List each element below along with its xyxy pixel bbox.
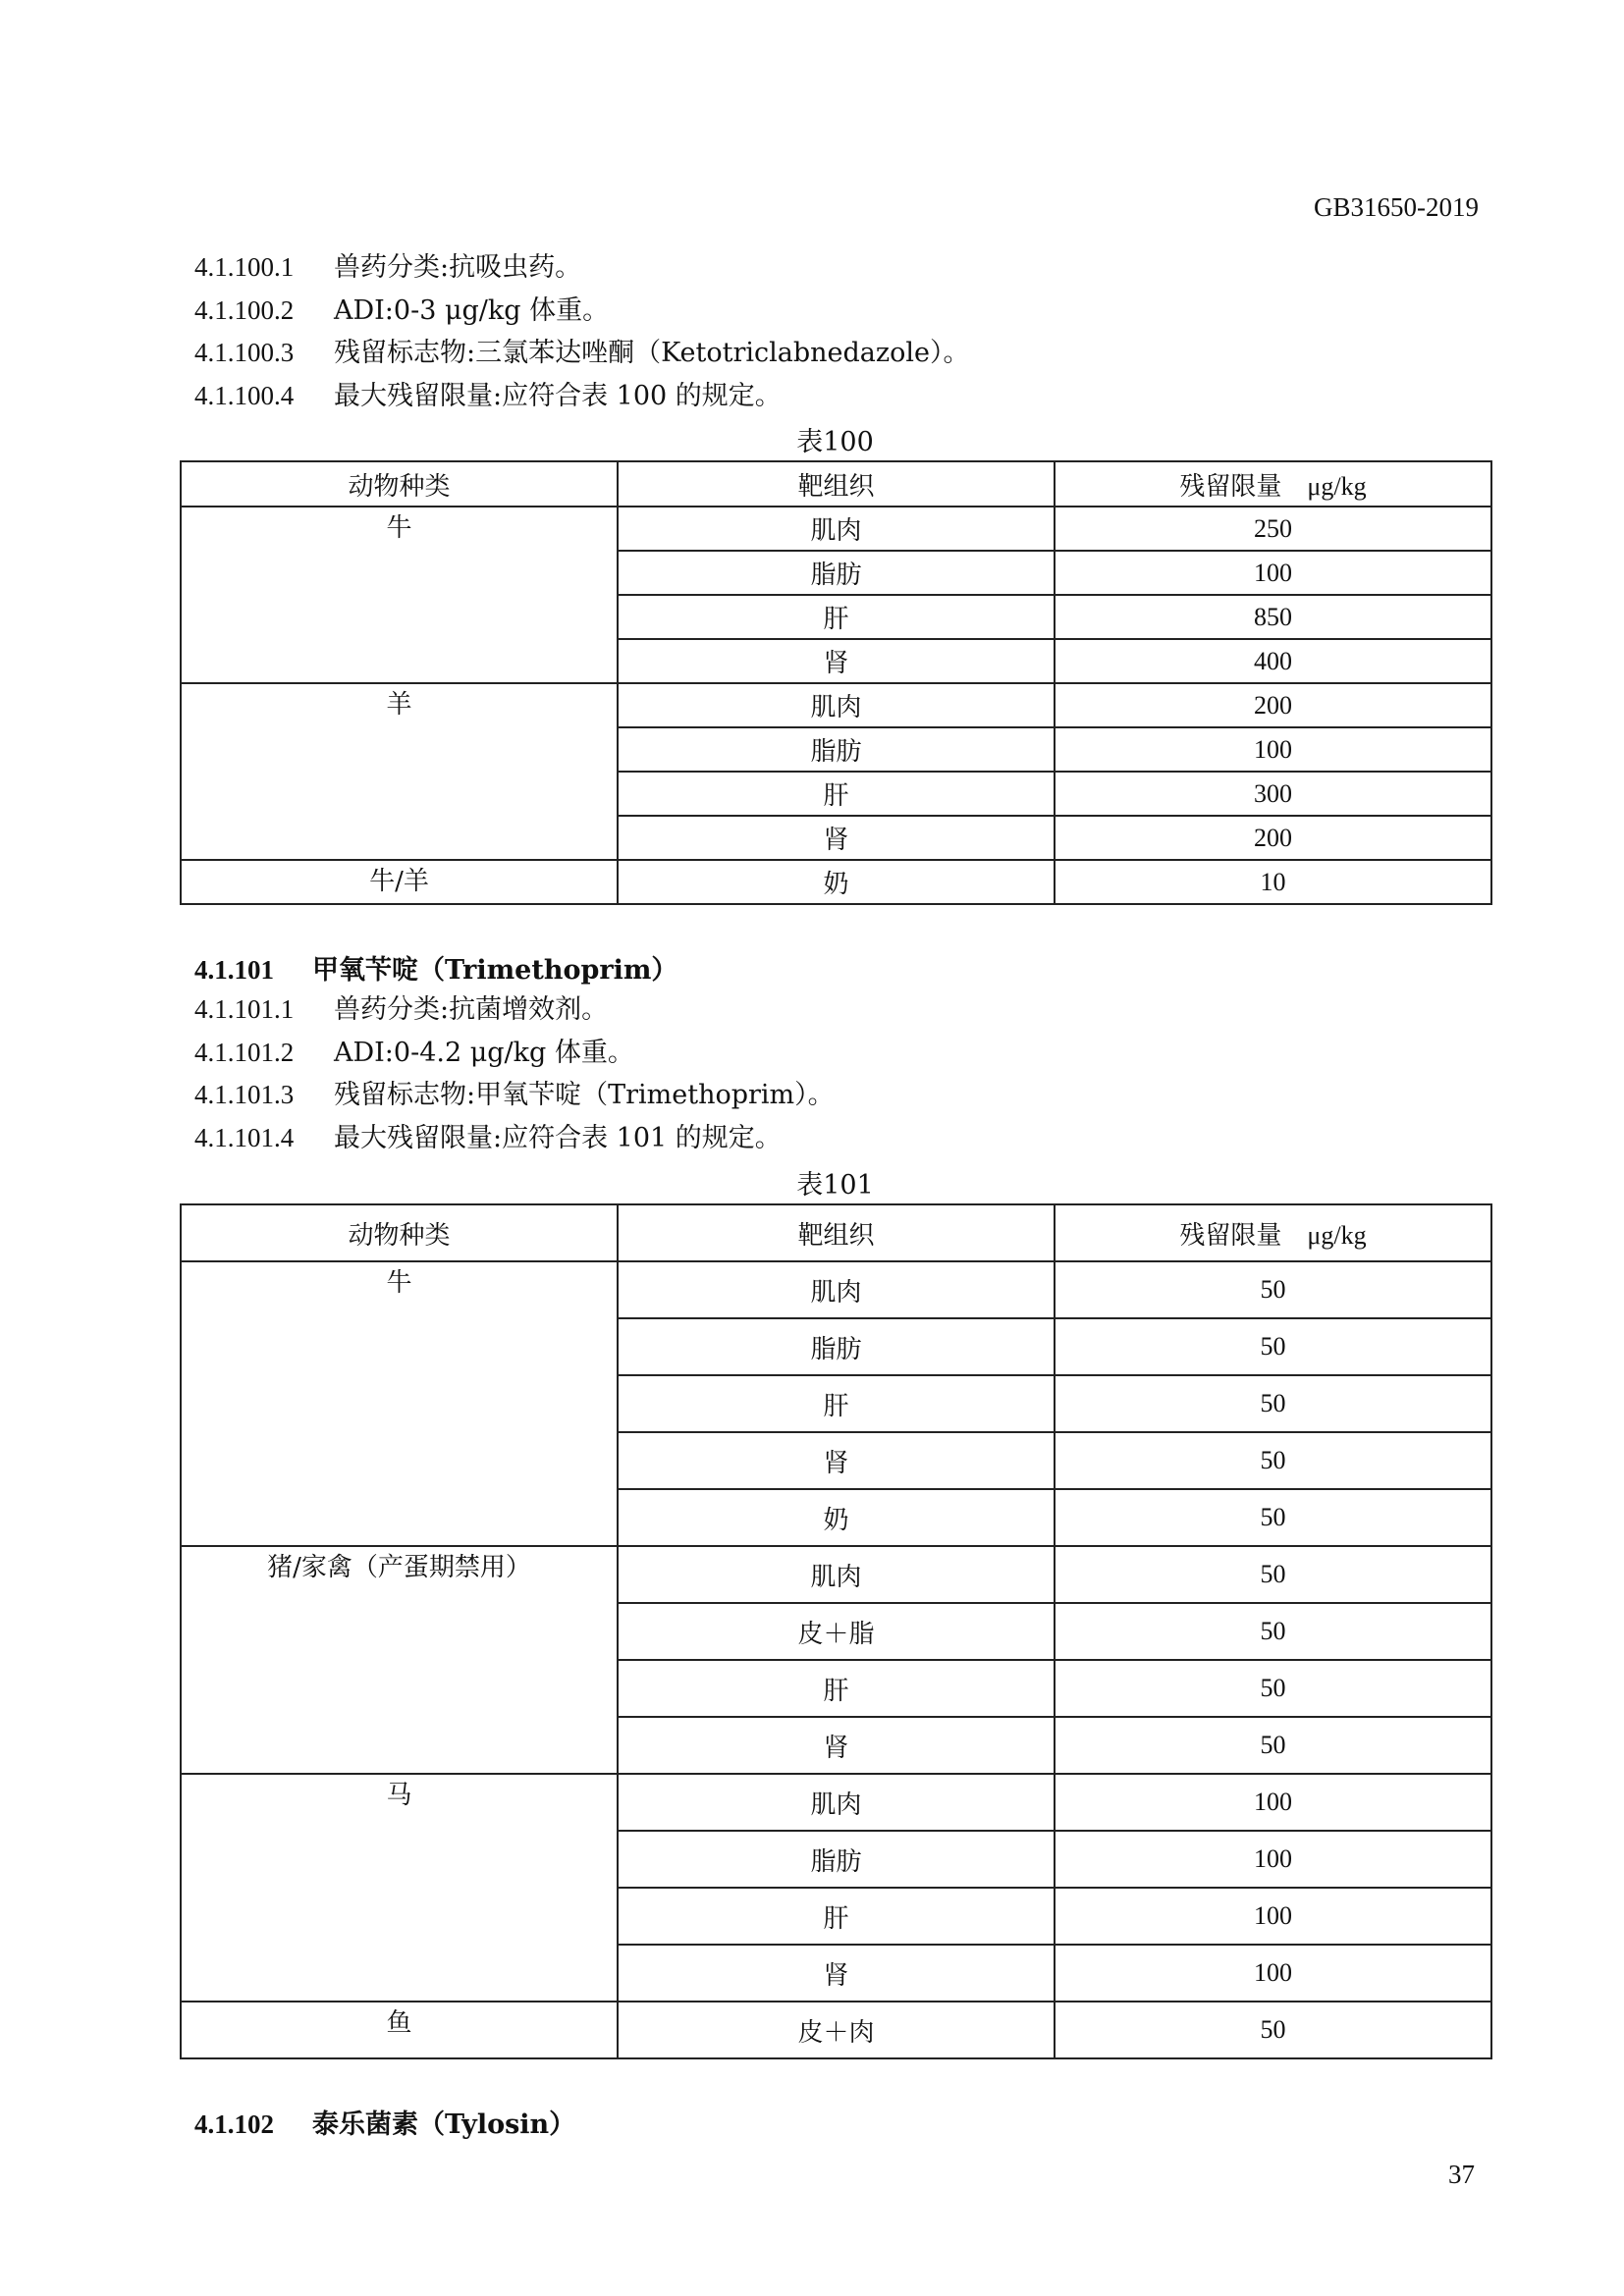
section-102-heading xyxy=(194,2103,575,2141)
limit-cell: 200 xyxy=(1055,816,1491,860)
limit-cell: 100 xyxy=(1055,727,1491,772)
tissue-cell: 肾 xyxy=(618,816,1055,860)
limit-cell: 100 xyxy=(1055,1774,1491,1831)
section-number: 4.1.102 xyxy=(194,2109,274,2139)
animal-cell: 猪/家禽（产蛋期禁用） xyxy=(181,1546,618,1774)
tissue-cell: 脂肪 xyxy=(618,1831,1055,1888)
clause-text: 最大残留限量:应符合表 101 的规定。 xyxy=(334,1122,782,1153)
clause-line xyxy=(194,1117,835,1160)
header-unit: μg/kg xyxy=(1307,1220,1367,1250)
clause-text: 最大残留限量:应符合表 100 的规定。 xyxy=(334,380,782,411)
clause-number: 4.1.101.3 xyxy=(194,1080,295,1109)
tissue-cell: 肌肉 xyxy=(618,683,1055,727)
tissue-cell: 肌肉 xyxy=(618,1774,1055,1831)
clause-number: 4.1.100.1 xyxy=(194,252,295,282)
tissue-cell: 奶 xyxy=(618,860,1055,904)
tissue-cell: 肾 xyxy=(618,639,1055,683)
limit-cell: 250 xyxy=(1055,507,1491,551)
tissue-cell: 脂肪 xyxy=(618,551,1055,595)
tissue-cell: 肾 xyxy=(618,1945,1055,2002)
clause-number: 4.1.101.4 xyxy=(194,1122,295,1152)
animal-cell: 马 xyxy=(181,1774,618,2002)
clause-text: 残留标志物:三氯苯达唑酮（Ketotriclabnedazole）。 xyxy=(334,338,970,368)
tissue-cell: 肌肉 xyxy=(618,1546,1055,1603)
header-limit xyxy=(1055,1204,1491,1261)
clause-text: 兽药分类:抗菌增效剂。 xyxy=(334,994,609,1025)
clause-text: 残留标志物:甲氧苄啶（Trimethoprim）。 xyxy=(334,1080,835,1110)
limit-cell: 850 xyxy=(1055,595,1491,639)
limit-cell: 50 xyxy=(1055,1489,1491,1546)
clause-number: 4.1.100.4 xyxy=(194,380,295,410)
limit-cell: 50 xyxy=(1055,2002,1491,2058)
limit-cell: 50 xyxy=(1055,1432,1491,1489)
tissue-cell: 肝 xyxy=(618,1375,1055,1432)
limit-cell: 50 xyxy=(1055,1261,1491,1318)
animal-cell: 鱼 xyxy=(181,2002,618,2058)
table-header-row xyxy=(181,461,1491,507)
table-row xyxy=(181,683,1491,727)
clause-text: ADI:0-3 μg/kg 体重。 xyxy=(334,294,610,326)
clause-text: 兽药分类:抗吸虫药。 xyxy=(334,252,582,283)
clause-line xyxy=(194,332,970,375)
table-101-caption: 表101 xyxy=(796,1170,874,1201)
limit-cell: 200 xyxy=(1055,683,1491,727)
tissue-cell: 肝 xyxy=(618,1660,1055,1717)
limit-cell: 50 xyxy=(1055,1375,1491,1432)
animal-cell: 牛 xyxy=(181,1261,618,1546)
tissue-cell: 皮＋脂 xyxy=(618,1603,1055,1660)
header-animal: 动物种类 xyxy=(181,1204,618,1261)
tissue-cell: 肾 xyxy=(618,1717,1055,1774)
header-unit: μg/kg xyxy=(1307,471,1367,501)
limit-cell: 400 xyxy=(1055,639,1491,683)
tissue-cell: 肝 xyxy=(618,595,1055,639)
clause-number: 4.1.101.2 xyxy=(194,1037,295,1067)
table-header-row xyxy=(181,1204,1491,1261)
limit-cell: 50 xyxy=(1055,1660,1491,1717)
table-row xyxy=(181,2002,1491,2058)
header-tissue: 靶组织 xyxy=(618,1204,1055,1261)
tissue-cell: 皮＋肉 xyxy=(618,2002,1055,2058)
clause-number: 4.1.100.3 xyxy=(194,338,295,367)
limit-cell: 50 xyxy=(1055,1546,1491,1603)
tissue-cell: 肾 xyxy=(618,1432,1055,1489)
limit-cell: 50 xyxy=(1055,1318,1491,1375)
limit-cell: 10 xyxy=(1055,860,1491,904)
header-limit-label: 残留限量 xyxy=(1179,471,1282,502)
limit-cell: 100 xyxy=(1055,1888,1491,1945)
table-row xyxy=(181,1261,1491,1318)
tissue-cell: 脂肪 xyxy=(618,1318,1055,1375)
table-row xyxy=(181,507,1491,551)
section-101-heading xyxy=(194,948,677,987)
animal-cell: 牛/羊 xyxy=(181,860,618,904)
clause-line xyxy=(194,988,835,1032)
animal-cell: 羊 xyxy=(181,683,618,860)
clause-text: ADI:0-4.2 μg/kg 体重。 xyxy=(334,1037,634,1068)
section-title: 甲氧苄啶（Trimethoprim） xyxy=(312,955,678,986)
header-tissue: 靶组织 xyxy=(618,461,1055,507)
clause-line xyxy=(194,246,970,290)
limit-cell: 100 xyxy=(1055,1945,1491,2002)
header-limit xyxy=(1055,461,1491,507)
table-row xyxy=(181,860,1491,904)
header-limit-label: 残留限量 xyxy=(1179,1220,1282,1251)
table-100-caption: 表100 xyxy=(796,427,874,457)
limit-cell: 50 xyxy=(1055,1717,1491,1774)
clause-line xyxy=(194,375,970,418)
clause-number: 4.1.101.1 xyxy=(194,994,295,1024)
tissue-cell: 肝 xyxy=(618,772,1055,816)
tissue-cell: 脂肪 xyxy=(618,727,1055,772)
limit-cell: 100 xyxy=(1055,551,1491,595)
header-animal: 动物种类 xyxy=(181,461,618,507)
section-101-items xyxy=(194,988,835,1159)
animal-cell: 牛 xyxy=(181,507,618,683)
clause-number: 4.1.100.2 xyxy=(194,294,295,325)
clause-line xyxy=(194,1074,835,1117)
table-row xyxy=(181,1546,1491,1603)
table-row xyxy=(181,1774,1491,1831)
section-number: 4.1.101 xyxy=(194,955,274,985)
clause-line xyxy=(194,1032,835,1075)
tissue-cell: 奶 xyxy=(618,1489,1055,1546)
document-code: GB31650-2019 xyxy=(1314,192,1479,222)
section-title: 泰乐菌素（Tylosin） xyxy=(312,2109,576,2140)
table-100 xyxy=(180,460,1492,905)
section-100-items xyxy=(194,246,970,417)
tissue-cell: 肌肉 xyxy=(618,507,1055,551)
tissue-cell: 肝 xyxy=(618,1888,1055,1945)
limit-cell: 300 xyxy=(1055,772,1491,816)
limit-cell: 50 xyxy=(1055,1603,1491,1660)
table-101 xyxy=(180,1203,1492,2059)
clause-line xyxy=(194,290,970,333)
tissue-cell: 肌肉 xyxy=(618,1261,1055,1318)
limit-cell: 100 xyxy=(1055,1831,1491,1888)
page-number: 37 xyxy=(1448,2160,1475,2189)
